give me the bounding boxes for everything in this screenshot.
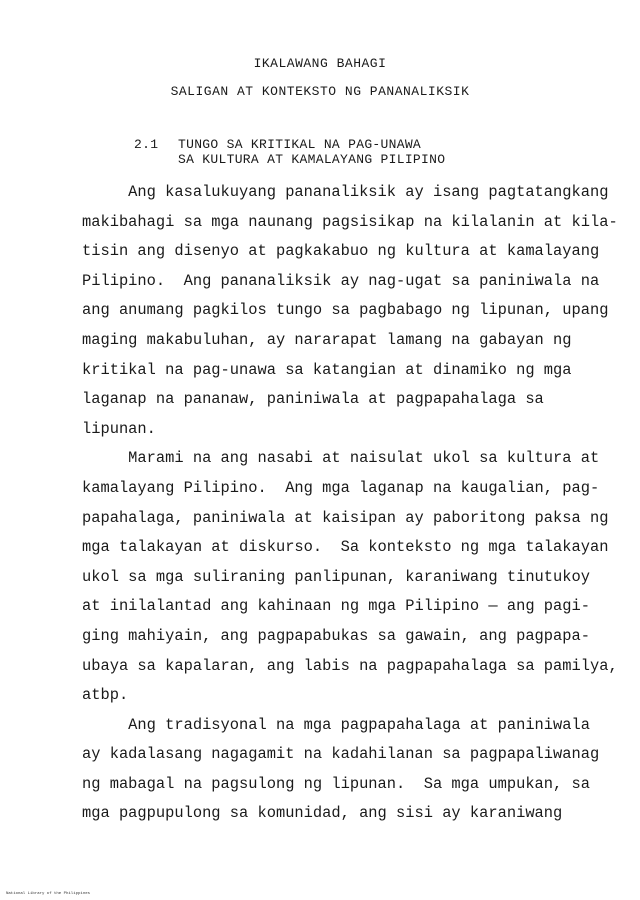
body-line: lipunan. xyxy=(82,419,156,438)
body-line: mga pagpupulong sa komunidad, ang sisi ay karaniwang xyxy=(82,804,563,823)
body-line: ukol sa mga suliraning panlipunan, karaniwang tinutukoy xyxy=(82,567,590,586)
body-line: laganap na pananaw, paniniwala at pagpapahalaga sa xyxy=(82,390,544,409)
part-subtitle: SALIGAN AT KONTEKSTO NG PANANALIKSIK xyxy=(170,84,470,99)
body-line: Ang kasalukuyang pananaliksik ay isang pagtatangkang xyxy=(82,183,609,201)
body-line: tisin ang disenyo at pagkakabuo ng kultura at kamalayang xyxy=(82,242,600,261)
body-line: Marami na ang nasabi at naisulat ukol sa kultura at xyxy=(82,449,600,468)
body-line: Pilipino. Ang pananaliksik ay nag-ugat sa paniniwala na xyxy=(82,271,600,290)
body-line: maging makabuluhan, ay nararapat lamang na gabayan ng xyxy=(82,330,572,349)
body-text xyxy=(82,178,618,829)
section-title-line2: SA KULTURA AT KAMALAYANG PILIPINO xyxy=(178,152,446,167)
section-number: 2.1 xyxy=(134,137,159,152)
footer-watermark: National Library of the Philippines xyxy=(6,892,91,896)
body-line: at inilalantad ang kahinaan ng mga Pilipino — ang pagi- xyxy=(82,597,590,616)
body-line: ay kadalasang nagagamit na kadahilanan sa pagpapaliwanag xyxy=(82,745,600,764)
section-title-line1: TUNGO SA KRITIKAL NA PAG-UNAWA xyxy=(178,137,422,152)
body-line: ubaya sa kapalaran, ang labis na pagpapahalaga sa pamilya, xyxy=(82,656,618,675)
body-line: ng mabagal na pagsulong ng lipunan. Sa mga umpukan, sa xyxy=(82,774,590,793)
body-line: kamalayang Pilipino. Ang mga laganap na kaugalian, pag- xyxy=(82,478,600,497)
body-line: ang anumang pagkilos tungo sa pagbabago ng lipunan, upang xyxy=(82,301,609,320)
body-line: kritikal na pag-unawa sa katangian at dinamiko ng mga xyxy=(82,360,572,379)
body-line: papahalaga, paniniwala at kaisipan ay paboritong paksa ng xyxy=(82,508,609,527)
body-line: ging mahiyain, ang pagpapabukas sa gawain, ang pagpapa- xyxy=(82,626,590,645)
body-line: atbp. xyxy=(82,686,129,705)
part-title: IKALAWANG BAHAGI xyxy=(253,56,387,71)
body-line: makibahagi sa mga naunang pagsisikap na kilalanin at kila- xyxy=(82,212,618,231)
body-line: mga talakayan at diskurso. Sa konteksto ng mga talakayan xyxy=(82,538,609,557)
body-line: Ang tradisyonal na mga pagpapahalaga at paniniwala xyxy=(82,715,590,734)
